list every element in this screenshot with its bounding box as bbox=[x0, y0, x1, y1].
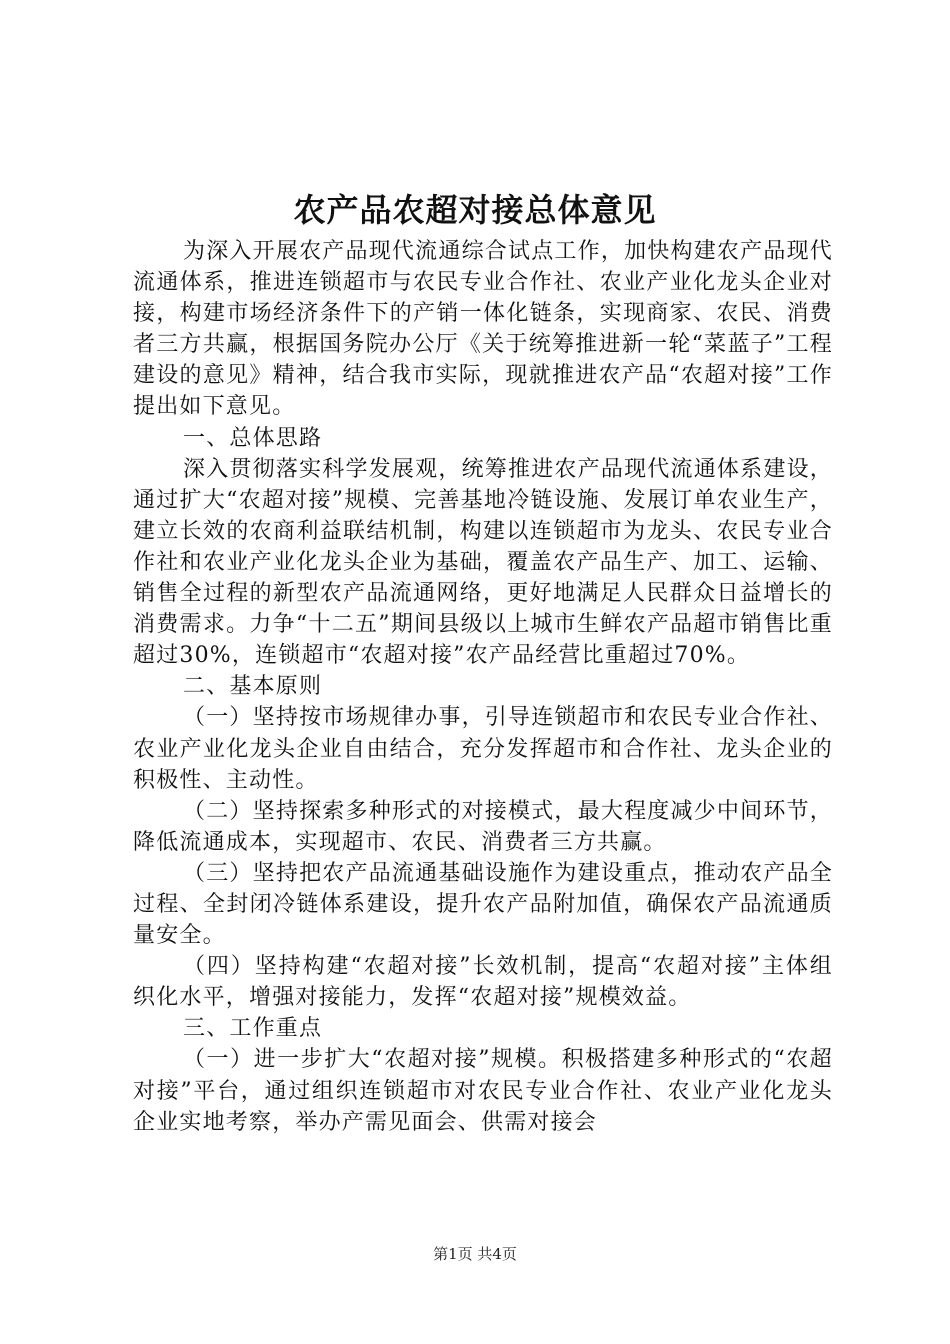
section-heading-2: 二、基本原则 bbox=[183, 674, 323, 700]
paragraph-principle-1: （一）坚持按市场规律办事，引导连锁超市和农民专业合作社、农业产业化龙头企业自由结合，充分发挥超市和合作社、龙头企业的积极性、主动性。 bbox=[133, 705, 833, 793]
paragraph-work-focus-1: （一）进一步扩大“农超对接”规模。积极搭建多种形式的“农超对接”平台，通过组织连锁超市对农民专业合作社、农业产业化龙头企业实地考察，举办产需见面会、供需对接会 bbox=[133, 1047, 833, 1135]
paragraph-principle-4: （四）坚持构建“农超对接”长效机制，提高“农超对接”主体组织化水平，增强对接能力，发挥“农超对接”规模效益。 bbox=[133, 954, 833, 1011]
document-title: 农产品农超对接总体意见 bbox=[293, 191, 657, 229]
paragraph-overall-approach: 深入贯彻落实科学发展观，统筹推进农产品现代流通体系建设，通过扩大“农超对接”规模、完善基地冷链设施、发展订单农业生产，建立长效的农商利益联结机制，构建以连锁超市为龙头、农民专业合作社和农业产业化龙头企业为基础，覆盖农产品生产、加工、运输、销售全过程的新型农产品流通网络，更好地满足人民群众日益增长的消费需求。力争“十二五”期间县级以上城市生鲜农产品超市销售比重超过30%，连锁超市“农超对接”农产品经营比重超过70%。 bbox=[133, 456, 833, 669]
document-body bbox=[133, 236, 833, 1138]
paragraph-principle-3: （三）坚持把农产品流通基础设施作为建设重点，推动农产品全过程、全封闭冷链体系建设，提升农产品附加值，确保农产品流通质量安全。 bbox=[133, 860, 833, 949]
page-footer: 第1页 共4页 bbox=[433, 1245, 517, 1263]
paragraph-intro: 为深入开展农产品现代流通综合试点工作，加快构建农产品现代流通体系，推进连锁超市与农民专业合作社、农业产业化龙头企业对接，构建市场经济条件下的产销一体化链条，实现商家、农民、消费者三方共赢，根据国务院办公厅《关于统筹推进新一轮“菜蓝子”工程建设的意见》精神，结合我市实际，现就推进农产品“农超对接”工作提出如下意见。 bbox=[133, 239, 833, 420]
section-heading-1: 一、总体思路 bbox=[183, 425, 323, 451]
paragraph-principle-2: （二）坚持探索多种形式的对接模式，最大程度减少中间环节，降低流通成本，实现超市、农民、消费者三方共赢。 bbox=[133, 798, 833, 855]
section-heading-3: 三、工作重点 bbox=[183, 1016, 323, 1042]
